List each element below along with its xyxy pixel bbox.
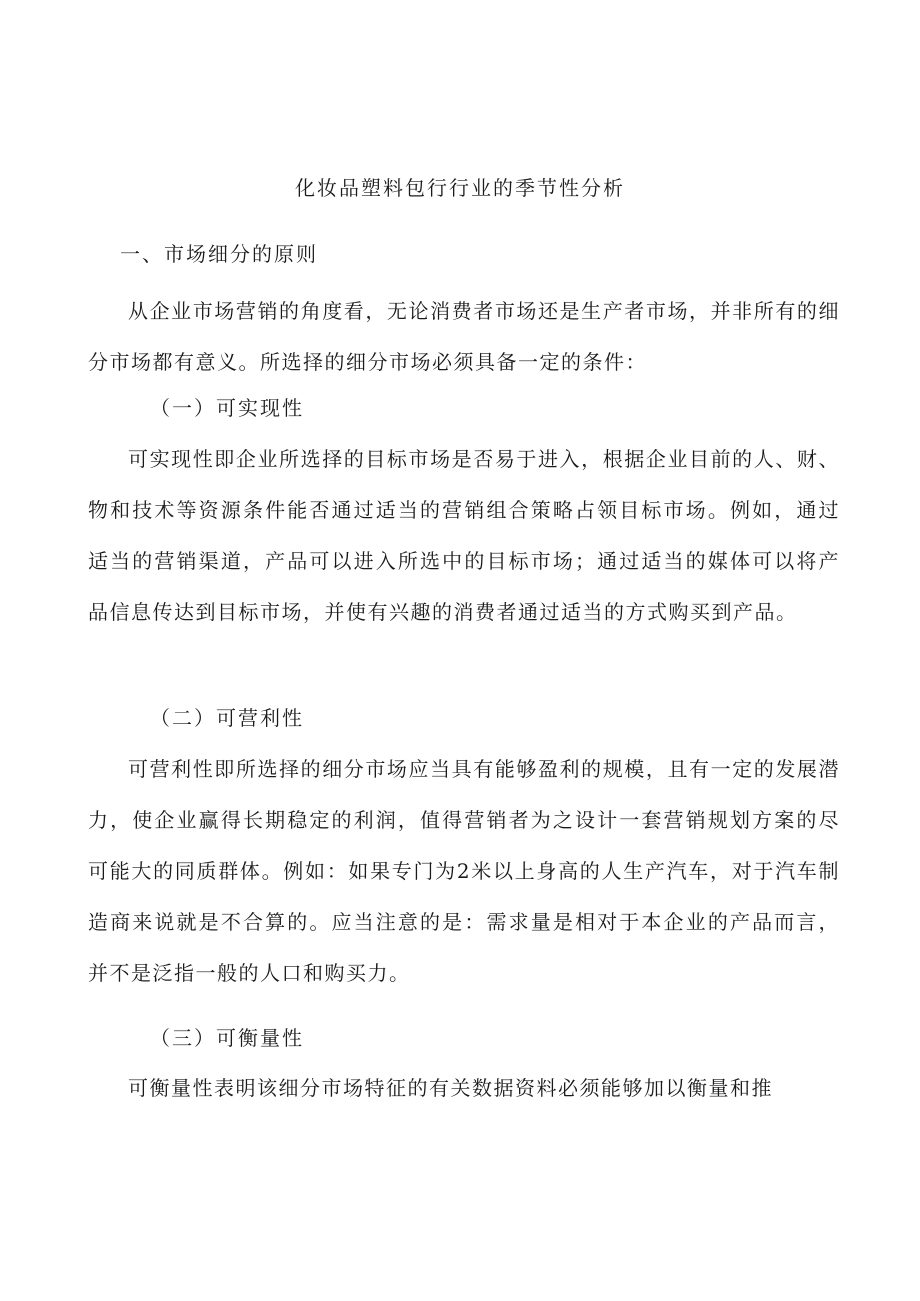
subheading-measurability: （三）可衡量性 xyxy=(150,1026,304,1050)
intro-paragraph: 从企业市场营销的角度看，无论消费者市场还是生产者市场，并非所有的细分市场都有意义。所选择的细分市场必须具备一定的条件： xyxy=(88,299,840,374)
measurability-paragraph: 可衡量性表明该细分市场特征的有关数据资料必须能够加以衡量和推 xyxy=(128,1076,773,1100)
document-title: 化妆品塑料包行行业的季节性分析 xyxy=(295,176,625,200)
feasibility-paragraph: 可实现性即企业所选择的目标市场是否易于进入，根据企业目前的人、财、物和技术等资源条件能否通过适当的营销组合策略占领目标市场。例如，通过适当的营销渠道，产品可以进入所选中的目标市场；通过适当的媒体可以将产品信息传达到目标市场，并使有兴趣的消费者通过适当的方式购买到产品。 xyxy=(88,447,840,624)
subheading-feasibility: （一）可实现性 xyxy=(150,396,304,420)
subheading-profitability: （二）可营利性 xyxy=(150,706,304,730)
profitability-paragraph: 可营利性即所选择的细分市场应当具有能够盈利的规模，且有一定的发展潜力，使企业赢得长期稳定的利润，值得营销者为之设计一套营销规划方案的尽可能大的同质群体。例如：如果专门为2米以上身高的人生产汽车，对于汽车制造商来说就是不合算的。应当注意的是：需求量是相对于本企业的产品而言，并不是泛指一般的人口和购买力。 xyxy=(88,757,840,985)
section-heading-market-segmentation: 一、市场细分的原则 xyxy=(120,242,318,266)
